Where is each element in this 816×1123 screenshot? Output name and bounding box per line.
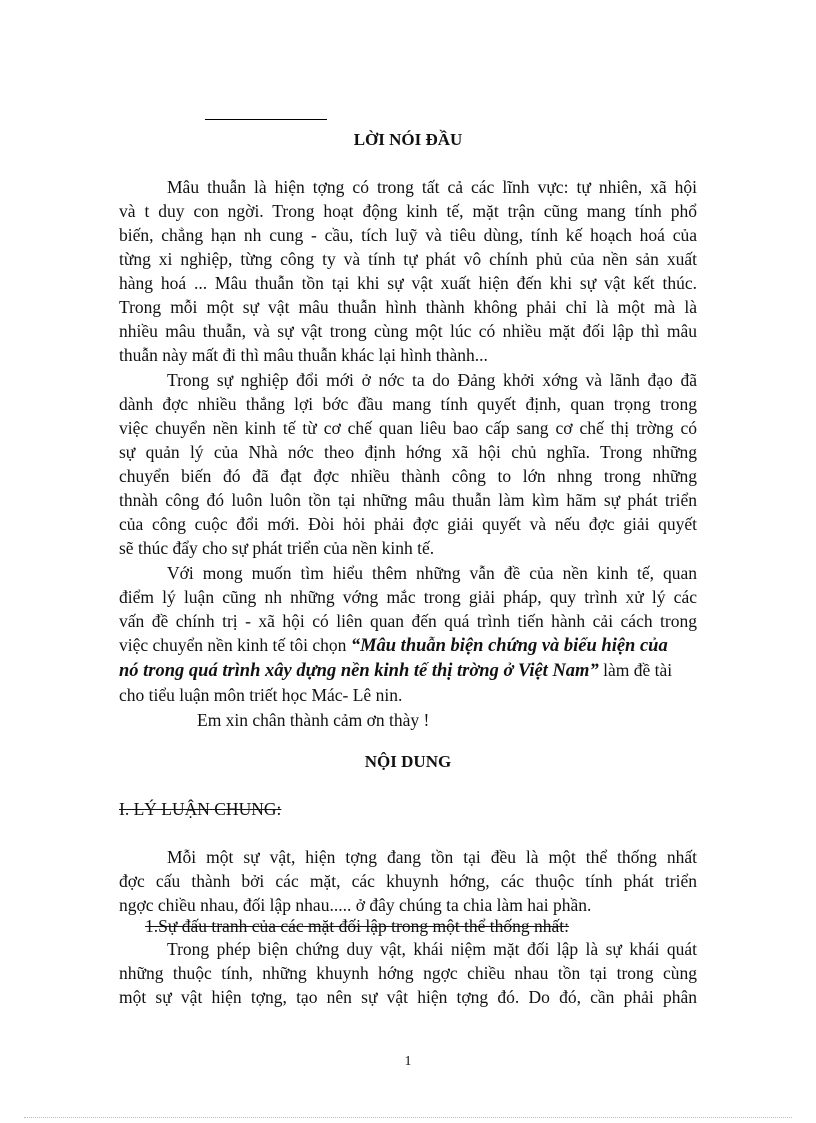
- page-title: LỜI NÓI ĐẦU: [353, 130, 463, 149]
- para3-choice-prefix: việc chuyển nền kinh tế tôi chọn: [119, 635, 351, 655]
- para3-topic-suffix: làm đề tài: [598, 660, 673, 680]
- para5-line-2: những thuộc tính, những khuynh hớng ngợc chiều nhau tồn tại trong cùng: [119, 963, 697, 983]
- para4-line-2: đợc cấu thành bởi các mặt, các khuynh hớng, các thuộc tính phát triển: [119, 871, 697, 891]
- essay-topic-part-1: “Mâu thuẫn biện chứng và biểu hiện của: [350, 636, 668, 656]
- para3-line-3: vấn đề chính trị - xã hội có liên quan đến quá trình tiến hành cải cách trong: [119, 611, 697, 631]
- page-number: 1: [404, 1054, 412, 1069]
- para2-line-1: Trong sự nghiệp đổi mới ở nớc ta do Đảng khởi xớng và lãnh đạo đã: [167, 370, 697, 390]
- header-rule: [205, 119, 327, 120]
- intro-line-3: biến, chẳng hạn nh cung - cầu, tích luỹ và tiêu dùng, tính kế hoạch hoá của: [119, 225, 697, 245]
- thanks-line: Em xin chân thành cảm ơn thày !: [197, 710, 430, 730]
- intro-line-2: và t duy con ngời. Trong hoạt động kinh tế, mặt trận cũng mang tính phổ: [119, 201, 697, 221]
- para3-line-4: [119, 634, 697, 657]
- intro-line-8: thuẫn này mất đi thì mâu thuẫn khác lại hình thành...: [119, 345, 488, 365]
- para4-line-3: ngợc chiều nhau, đối lập nhau..... ở đây chúng ta chia làm hai phần.: [119, 895, 592, 915]
- page-bottom-rule: [24, 1117, 792, 1118]
- intro-line-5: hàng hoá ... Mâu thuẫn tồn tại khi sự vật xuất hiện đến khi sự vật kết thúc.: [119, 273, 697, 293]
- section-title: NỘI DUNG: [364, 752, 452, 771]
- heading-theory: I. LÝ LUẬN CHUNG:: [119, 799, 282, 819]
- intro-line-6: Trong mỗi một sự vật mâu thuẫn hình thành không phải chỉ là một mà là: [119, 297, 697, 317]
- para5-line-3: một sự vật hiện tợng, tạo nên sự vật hiện tợng đó. Do đó, cần phải phân: [119, 987, 697, 1007]
- intro-line-4: từng xi nghiệp, từng công ty và tính tự phát vô chính phủ của nền sản xuất: [119, 249, 697, 269]
- para4-line-1: Mỗi một sự vật, hiện tợng đang tồn tại đều là một thể thống nhất: [167, 847, 697, 867]
- intro-line-1: Mâu thuẫn là hiện tợng có trong tất cả các lĩnh vực: tự nhiên, xã hội: [167, 177, 697, 197]
- para5-line-1: Trong phép biện chứng duy vật, khái niệm mặt đối lập là sự khái quát: [167, 939, 697, 959]
- subheading-struggle: 1.Sự đấu tranh của các mặt đối lập trong một thể thống nhất:: [145, 916, 570, 936]
- para3-line-2: điểm lý luận cũng nh những vớng mắc trong giải pháp, quy trình xử lý các: [119, 587, 697, 607]
- intro-line-7: nhiều mâu thuẫn, và sự vật trong cùng một lúc có nhiều mặt đối lập thì mâu: [119, 321, 697, 341]
- para3-line-6: cho tiểu luận môn triết học Mác- Lê nin.: [119, 685, 403, 705]
- para2-line-7: của công cuộc đổi mới. Đòi hỏi phải đợc giải quyết và nếu đợc giải quyết: [119, 514, 697, 534]
- essay-topic-part-2: nó trong quá trình xây dựng nền kinh tế thị trờng ở Việt Nam”: [119, 661, 599, 681]
- para2-line-3: việc chuyển nền kinh tế từ cơ chế quan liêu bao cấp sang cơ chế thị trờng có: [119, 418, 697, 438]
- para3-line-5: [119, 659, 672, 682]
- para2-line-5: chuyển biến đó đã đạt đợc nhiều thành công to lớn nhng trong những: [119, 466, 697, 486]
- para3-line-1: Với mong muốn tìm hiểu thêm những vẫn đề của nền kinh tế, quan: [167, 563, 697, 583]
- para2-line-8: sẽ thúc đẩy cho sự phát triển của nền kinh tế.: [119, 538, 435, 558]
- para2-line-2: dành đợc nhiều thắng lợi bớc đầu mang tính quyết định, quan trọng trong: [119, 394, 697, 414]
- para2-line-4: sự quản lý của Nhà nớc theo định hớng xã hội chủ nghĩa. Trong những: [119, 442, 697, 462]
- para2-line-6: thnàh công đó luôn luôn tồn tại những mâu thuẫn làm kìm hãm sự phát triển: [119, 490, 697, 510]
